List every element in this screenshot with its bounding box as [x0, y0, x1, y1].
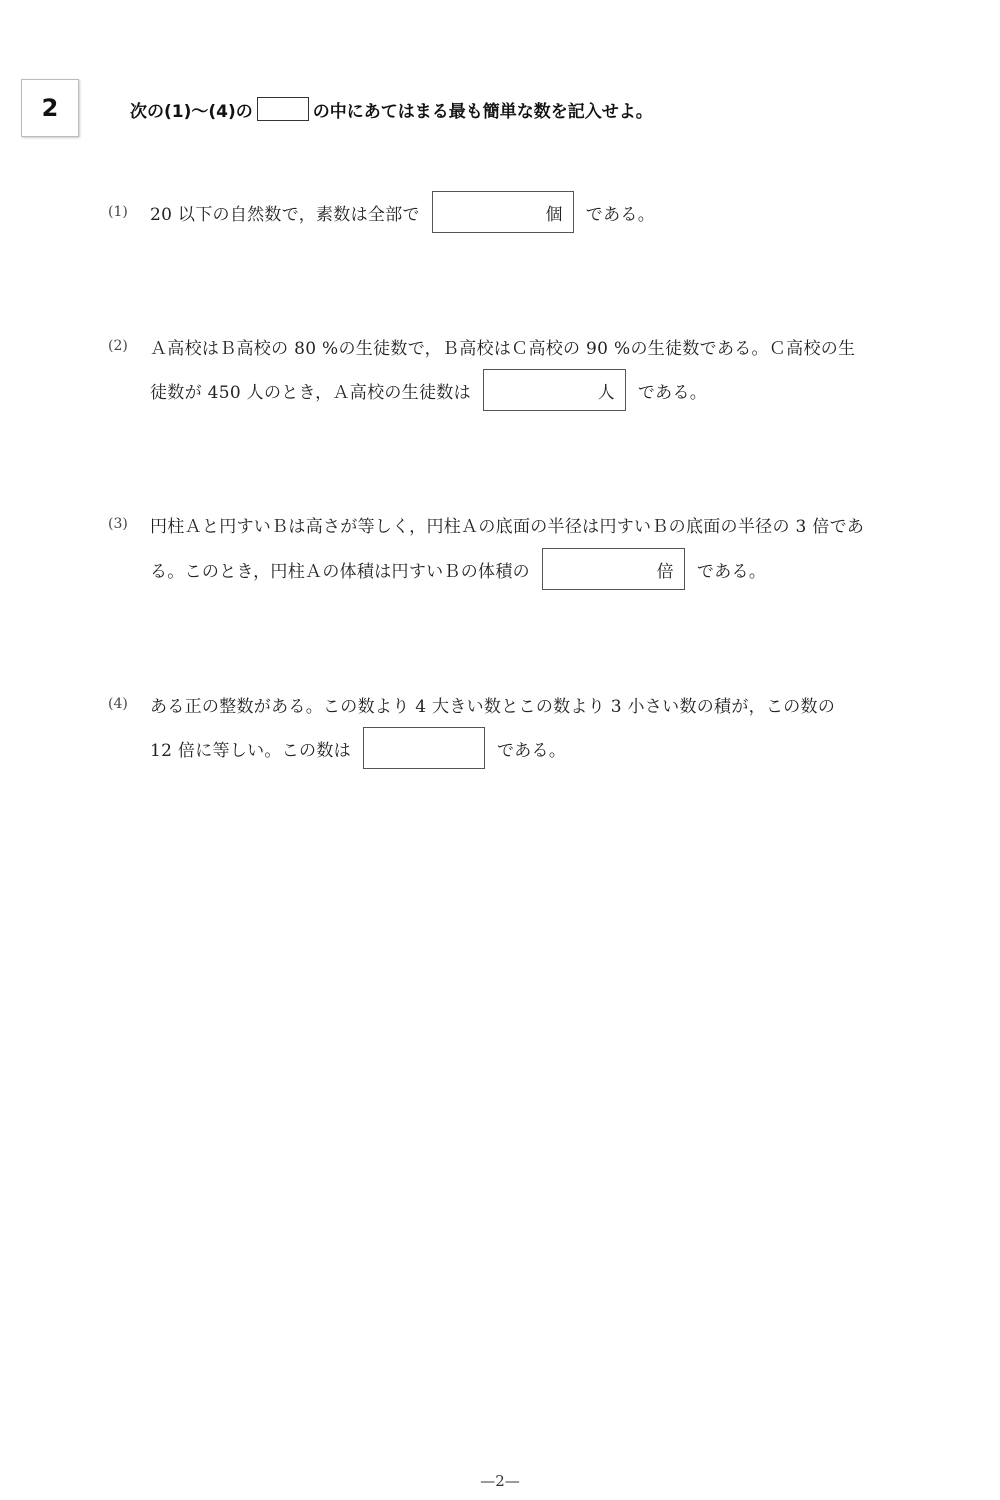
problem-2-text-after: である。	[637, 382, 708, 403]
problem-3-line-1	[150, 502, 864, 546]
problem-4-text-1: ある正の整数がある。この数より 4 大きい数とこの数より 3 小さい数の積が，この数の	[150, 696, 836, 717]
problem-2-label: (2)	[108, 338, 128, 354]
problem-1-answer-box[interactable]	[432, 191, 574, 233]
problem-4-line-2	[150, 726, 566, 770]
problem-1-unit: 個	[545, 204, 563, 225]
problem-3-text-2: る。このとき，円柱Ａの体積は円すいＢの体積の	[150, 561, 530, 582]
problem-1-label: (1)	[108, 204, 128, 220]
blank-box-sample	[257, 97, 309, 121]
problem-4-text-2: 12 倍に等しい。この数は	[150, 740, 351, 761]
problem-3-unit: 倍	[656, 561, 674, 582]
page-number: —2—	[480, 1472, 520, 1490]
problem-2-answer-box[interactable]	[483, 369, 626, 411]
problem-3-text-1: 円柱Ａと円すいＢは高さが等しく，円柱Ａの底面の半径は円すいＢの底面の半径の 3 倍であ	[150, 516, 865, 537]
problem-2-line-2	[150, 368, 707, 412]
problem-2-text-1: Ａ高校はＢ高校の 80 %の生徒数で，Ｂ高校はＣ高校の 90 %の生徒数である。Ｃ高校の生	[150, 338, 856, 359]
problem-3-label: (3)	[108, 516, 128, 532]
instruction-text-after: の中にあてはまる最も簡単な数を記入せよ。	[312, 101, 653, 122]
problem-2-text-2: 徒数が 450 人のとき，Ａ高校の生徒数は	[150, 382, 471, 403]
problem-2-line-1	[150, 324, 855, 368]
instruction-text-before: 次の(1)〜(4)の	[130, 101, 253, 122]
instruction	[130, 95, 653, 123]
problem-4-text-after: である。	[496, 740, 567, 761]
problem-2-unit: 人	[597, 382, 615, 403]
problem-1-text: 20 以下の自然数で，素数は全部で	[150, 204, 420, 225]
problem-4-label: (4)	[108, 696, 128, 712]
problem-1-line-1	[150, 190, 655, 234]
problem-3-answer-box[interactable]	[542, 548, 685, 590]
problem-4-line-1	[150, 682, 835, 726]
problem-4-answer-box[interactable]	[363, 727, 485, 769]
problem-3-text-after: である。	[696, 561, 767, 582]
question-number: 2	[41, 94, 59, 122]
question-number-box	[21, 79, 79, 137]
problem-3-line-2	[150, 547, 766, 591]
problem-1-text-after: である。	[585, 204, 655, 225]
